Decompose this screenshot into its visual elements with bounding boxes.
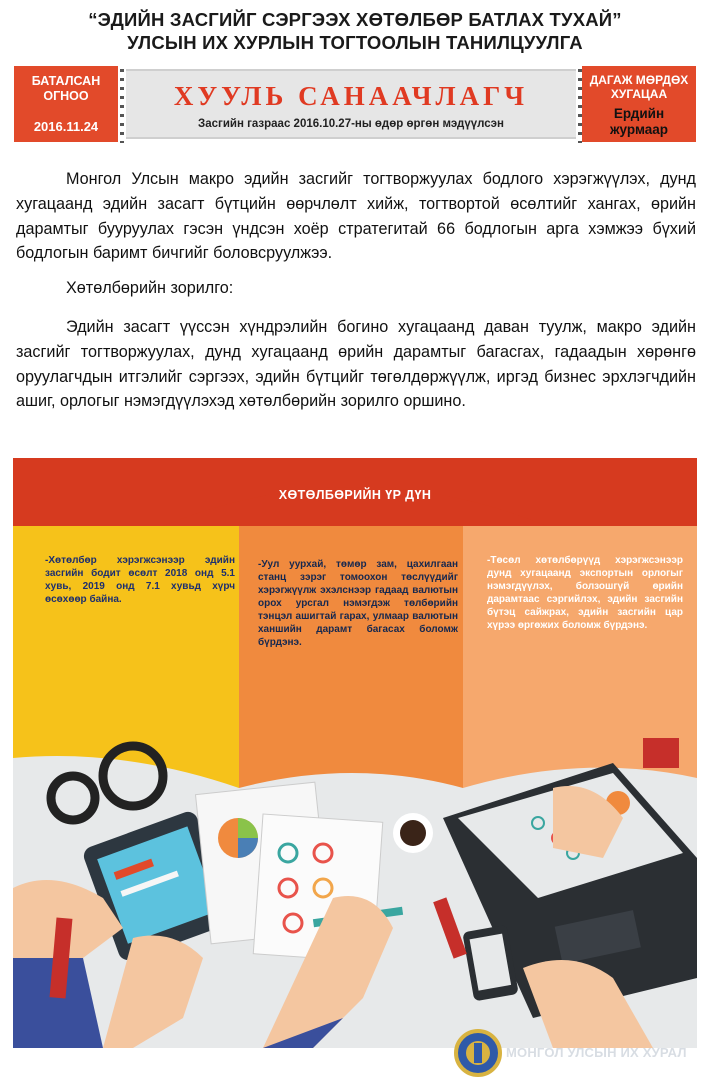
follow-term-label — [582, 73, 696, 101]
approved-date-box — [14, 66, 118, 142]
follow-term-value — [582, 106, 696, 138]
intro-paragraph: Монгол Улсын макро эдийн засгийг тогтворжуулах бодлого хэрэгжүүлэх, дунд хугацаанд эдийн засагт бүтцийн өөрчлөлт хийж, тогтвортой өсөлтийг хангах, өрийн дарамтыг бууруулах гэсэн үндсэн хоёр стратегитай 66 бодлогын арга хэмжээ бүхий бодлогын баримт бичгийг боловсруулжээ. — [16, 170, 696, 263]
body-text — [16, 167, 696, 424]
goal-paragraph: Эдийн засагт үүссэн хүндрэлийн богино хугацаанд даван туулж, макро эдийн засгийг тогтворжуулах, дунд хугацаанд өрийн дарамтыг багасгах, гадаадын хөрөнгө оруулагчдын итгэлийг сэргээх, эдийн бүтцийг төгөлдөржүүлж, иргэд бизнес эрхлэгчдийн ашиг, орлогыг нэмэгдүүлэхэд хөтөлбөрийн зорилго оршино. — [16, 317, 696, 411]
footer — [450, 1033, 706, 1073]
initiator-heading: ХУУЛЬ САНААЧЛАГЧ — [173, 81, 529, 111]
approved-label-line-2: ОГНОО — [43, 89, 89, 103]
follow-value-line-2: журмаар — [609, 122, 669, 137]
yellow-column — [13, 526, 239, 696]
footer-text: МОНГОЛ УЛСЫН ИХ ХУРАЛ — [506, 1045, 687, 1060]
follow-value-line-1: Ердийн — [613, 106, 665, 121]
state-emblem-icon — [454, 1029, 502, 1077]
approved-label-line-1: БАТАЛСАН — [31, 74, 101, 88]
result-mining-text: -Уул уурхай, төмөр зам, цахилгаан станц зэрэг томоохон төслүүдийг хэрэгжүүлж эхэлснээр гадаад валютын орох урсгал нэмэгдэж төлбөрийн тэнцэл ашигтай гарах, улмаар валютын ханшийн дарамт багасах боломж бүрдэнэ. — [258, 559, 458, 648]
orange-column-bottom — [239, 736, 463, 788]
approved-date-label — [14, 74, 118, 104]
result-export-text: -Төсөл хөтөлбөрүүд хэрэгжсэнээр дунд хугацаанд экспортын орлогыг нэмэгдүүлэх, болзошгүй өрийн дарамтаас сэргийлэх, эдийн засгийн бүтэц сайжрах, эдийн засгийн цар хүрээ өргөжих боломж бүрдэнэ. — [487, 555, 683, 631]
approved-date-value: 2016.11.24 — [33, 119, 99, 134]
result-growth-text: -Хөтөлбөр хэрэгжсэнээр эдийн засгийн бодит өсөлт 2018 онд 5.1 хувь, 2019 онд 7.1 хувьд хүрч өсөхөөр байна. — [45, 555, 235, 605]
results-heading: ХӨТӨЛБӨРИЙН ҮР ДҮН — [278, 488, 432, 502]
follow-label-line-1: ДАГАЖ МӨРДӨХ — [589, 73, 689, 87]
law-banner — [14, 66, 696, 142]
results-infographic — [13, 458, 697, 1048]
initiator-subheading: Засгийн газраас 2016.10.27-ны өдөр өргөн мэдүүлсэн — [198, 118, 504, 130]
goal-label: Хөтөлбөрийн зорилго: — [66, 279, 234, 298]
initiator-panel — [126, 69, 576, 139]
yellow-column-bottom — [13, 696, 239, 788]
binder-rings-left — [120, 69, 124, 143]
infographic-illustration — [13, 458, 697, 1048]
follow-term-box — [582, 66, 696, 142]
follow-label-line-2: ХУГАЦАА — [610, 87, 668, 101]
page-title — [0, 8, 710, 54]
title-line-1: “ЭДИЙН ЗАСГИЙГ СЭРГЭЭХ ХӨТӨЛБӨР БАТЛАХ ТУХАЙ” — [88, 9, 622, 30]
coffee-cup-icon — [393, 813, 433, 853]
title-line-2: УЛСЫН ИХ ХУРЛЫН ТОГТООЛЫН ТАНИЛЦУУЛГА — [127, 32, 583, 53]
